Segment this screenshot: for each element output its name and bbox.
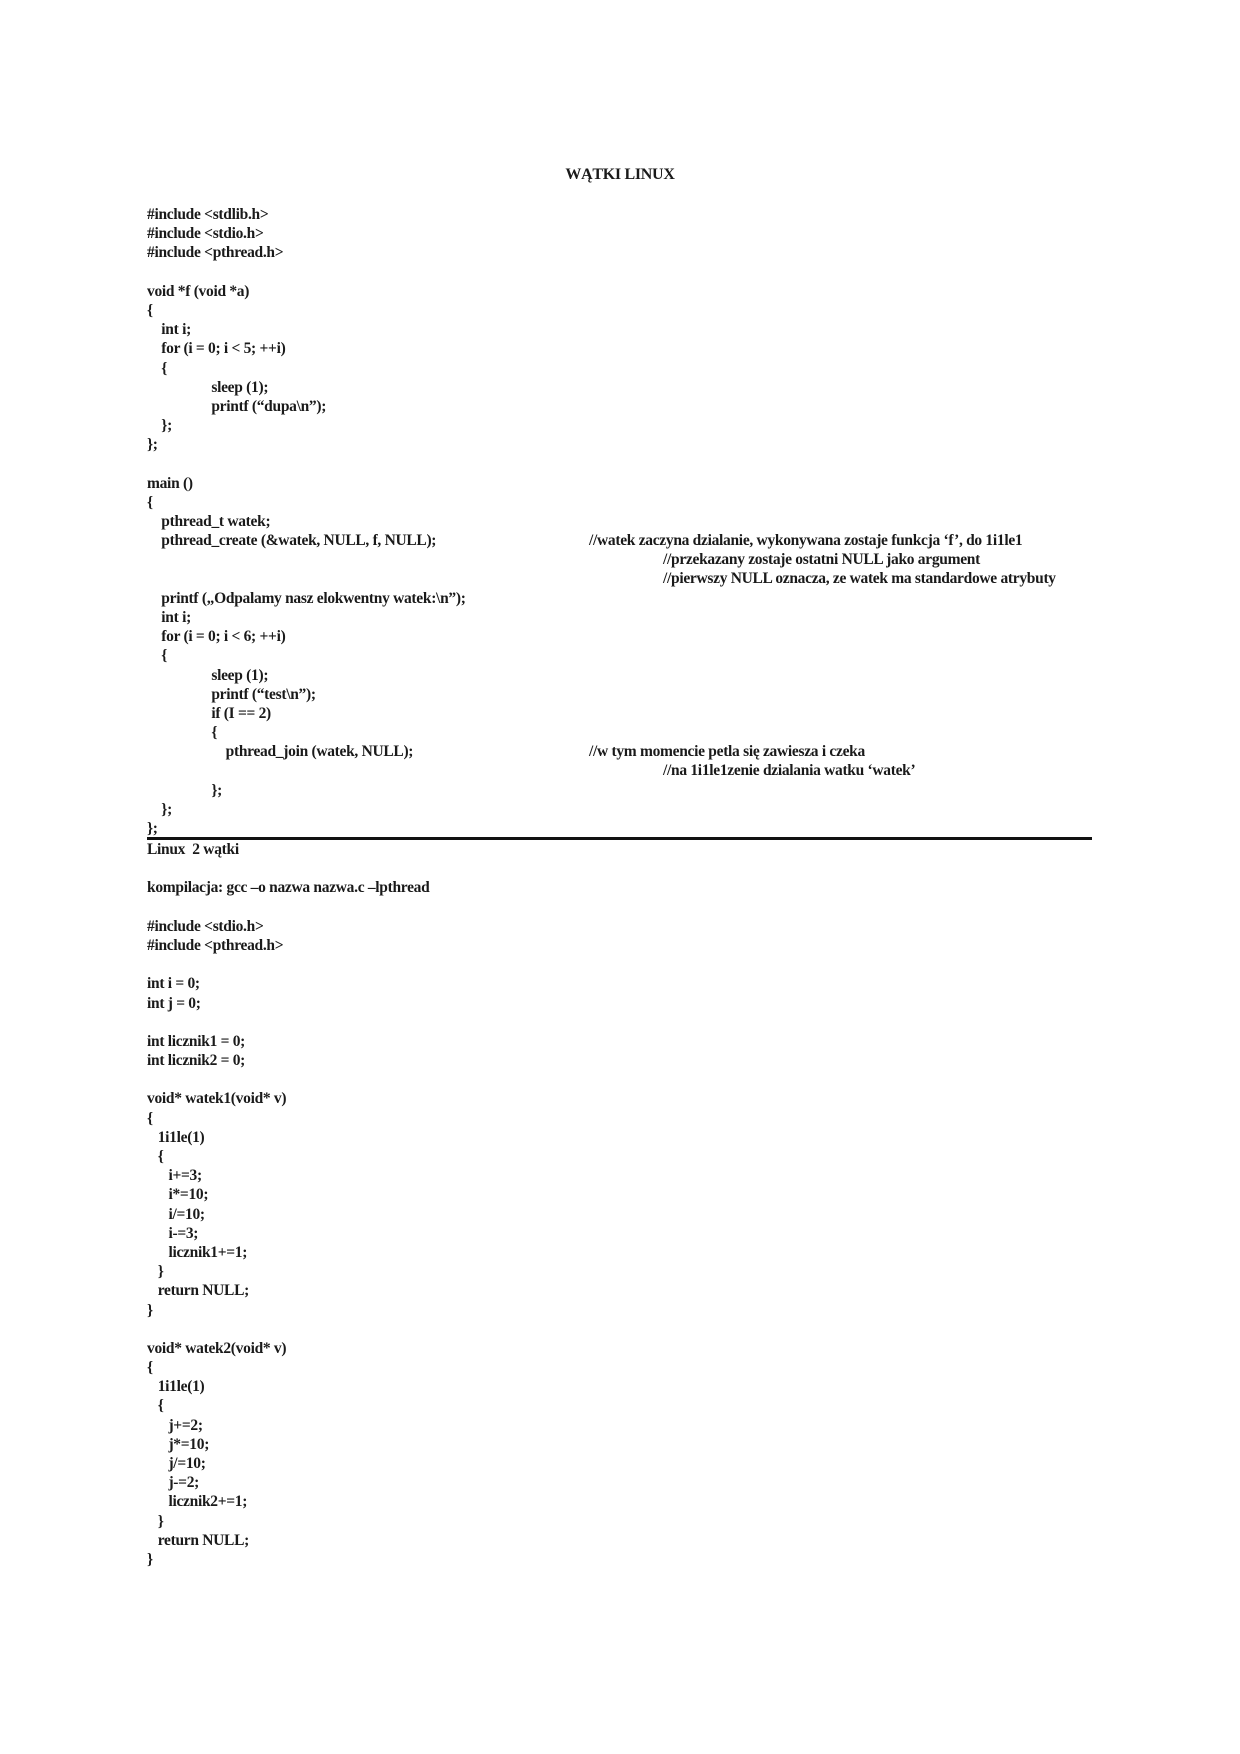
code-line xyxy=(147,454,466,473)
code-line: int licznik2 = 0; xyxy=(147,1052,246,1070)
code-line: void* watek2(void* v) xyxy=(147,1339,287,1357)
section-divider xyxy=(147,837,1092,840)
code-line: 1i1le(1) xyxy=(147,1128,205,1146)
code-line: licznik1+=1; xyxy=(147,1243,248,1261)
code-line: { xyxy=(147,1397,164,1415)
code-line: }; xyxy=(147,800,172,818)
code-line xyxy=(147,761,466,780)
code-line xyxy=(147,1070,429,1089)
code-line: pthread_create (&watek, NULL, f, NULL); xyxy=(147,532,437,550)
code-line: i*=10; xyxy=(147,1186,209,1204)
code-line: int i; xyxy=(147,608,191,626)
code-line: for (i = 0; i < 6; ++i) xyxy=(147,628,286,646)
code-line: } xyxy=(147,1263,164,1281)
comment-create-line2: //przekazany zostaje ostatni NULL jako argument xyxy=(663,551,980,568)
code-line: i-=3; xyxy=(147,1224,199,1242)
section2-heading xyxy=(147,840,239,859)
code-line xyxy=(147,263,466,282)
code-line: j+=2; xyxy=(147,1416,203,1434)
code-line: int licznik1 = 0; xyxy=(147,1032,246,1050)
code-line: { xyxy=(147,359,168,377)
code-listing-two-threads xyxy=(147,859,429,1569)
code-line: }; xyxy=(147,417,172,435)
code-line: return NULL; xyxy=(147,1531,249,1549)
code-line: #include <stdio.h> xyxy=(147,917,264,935)
code-line: licznik2+=1; xyxy=(147,1493,248,1511)
code-line: printf (“test\n”); xyxy=(147,685,316,703)
code-line: } xyxy=(147,1512,164,1530)
code-line: return NULL; xyxy=(147,1282,249,1300)
code-line: #include <pthread.h> xyxy=(147,936,284,954)
code-line: void* watek1(void* v) xyxy=(147,1090,287,1108)
code-line: i+=3; xyxy=(147,1167,202,1185)
code-line: #include <pthread.h> xyxy=(147,244,284,262)
code-line: sleep (1); xyxy=(147,378,269,396)
code-line: main () xyxy=(147,474,193,492)
code-line: #include <stdio.h> xyxy=(147,225,264,243)
code-line: for (i = 0; i < 5; ++i) xyxy=(147,340,286,358)
code-line: }; xyxy=(147,436,158,454)
comment-join-line1: //w tym momencie petla się zawiesza i czeka xyxy=(589,743,865,760)
code-line: } xyxy=(147,1301,153,1319)
code-line: printf (“dupa\n”); xyxy=(147,397,327,415)
code-line: void *f (void *a) xyxy=(147,282,250,300)
code-line: } xyxy=(147,1550,153,1568)
code-line: }; xyxy=(147,820,158,837)
code-line: j-=2; xyxy=(147,1474,200,1492)
code-line xyxy=(147,550,466,569)
code-line: { xyxy=(147,1109,153,1127)
code-line: printf („Odpalamy nasz elokwentny watek:\n”); xyxy=(147,589,466,607)
code-line: { xyxy=(147,301,153,319)
code-line: { xyxy=(147,647,168,665)
code-line: { xyxy=(147,724,218,742)
code-line: 1i1le(1) xyxy=(147,1378,205,1396)
code-line: if (I == 2) xyxy=(147,704,271,722)
code-line: { xyxy=(147,1148,164,1165)
code-line: int j = 0; xyxy=(147,994,201,1012)
code-line: int i; xyxy=(147,321,191,339)
comment-create-line1: //watek zaczyna dzialanie, wykonywana zostaje funkcja ‘f’, do 1i1le1 xyxy=(589,532,1023,549)
code-line xyxy=(147,1320,429,1339)
code-line xyxy=(147,898,429,917)
code-line: #include <stdlib.h> xyxy=(147,206,269,223)
code-line: kompilacja: gcc –o nazwa nazwa.c –lpthread xyxy=(147,879,430,897)
code-listing-threads xyxy=(147,205,466,838)
code-line xyxy=(147,955,429,974)
page-title: WĄTKI LINUX xyxy=(565,166,675,183)
comment-create-line3: //pierwszy NULL oznacza, ze watek ma standardowe atrybuty xyxy=(663,570,1056,587)
code-line: sleep (1); xyxy=(147,666,269,684)
code-line: j/=10; xyxy=(147,1455,206,1472)
code-line xyxy=(147,1013,429,1032)
code-line: i/=10; xyxy=(147,1205,205,1223)
section-heading: Linux 2 wątki xyxy=(147,841,239,858)
code-line: pthread_t watek; xyxy=(147,513,271,530)
code-line: { xyxy=(147,493,153,511)
code-line: { xyxy=(147,1359,153,1377)
code-line xyxy=(147,859,429,878)
code-line: pthread_join (watek, NULL); xyxy=(147,743,414,761)
code-line: int i = 0; xyxy=(147,975,200,993)
code-line xyxy=(147,570,466,589)
code-line: j*=10; xyxy=(147,1435,210,1453)
code-line: }; xyxy=(147,781,223,799)
comment-join-line2: //na 1i1le1zenie dzialania watku ‘watek’ xyxy=(663,762,916,779)
